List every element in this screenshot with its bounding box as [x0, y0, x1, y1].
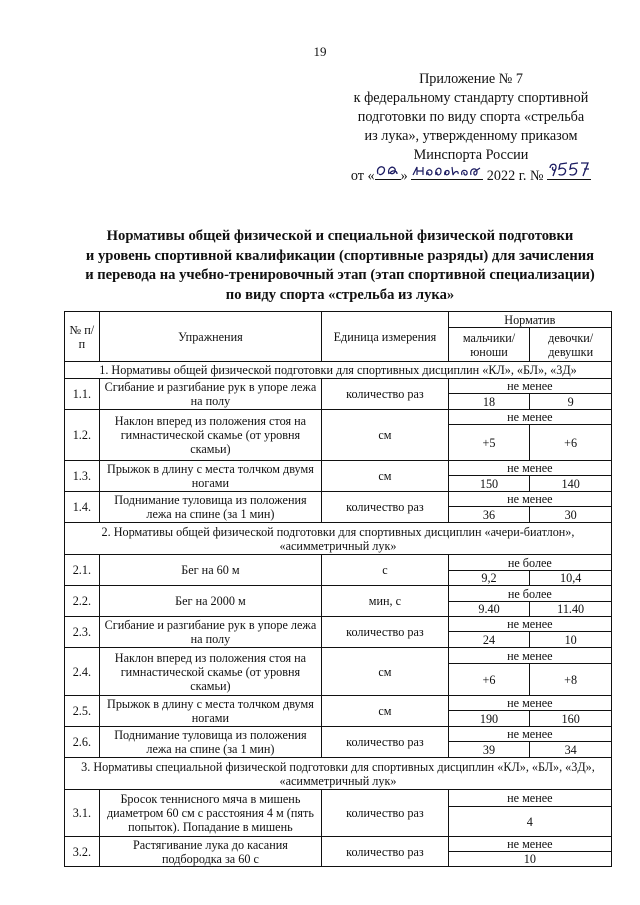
row-unit: с	[322, 555, 449, 586]
row-girls-value: 10	[530, 632, 612, 648]
row-exercise: Сгибание и разгибание рук в упоре лежа на полу	[99, 617, 321, 648]
row-girls-value: +8	[530, 664, 612, 696]
table-row	[65, 617, 612, 632]
row-unit: см	[322, 696, 449, 727]
row-num: 1.3.	[65, 461, 100, 492]
header-norm: Норматив	[448, 312, 611, 328]
row-exercise: Бег на 2000 м	[99, 586, 321, 617]
date-prefix: от «	[350, 168, 375, 184]
row-boys-value: 18	[448, 394, 530, 410]
row-condition: не менее	[448, 648, 611, 664]
table-row	[65, 790, 612, 807]
row-condition: не менее	[448, 461, 611, 476]
row-num: 1.4.	[65, 492, 100, 523]
row-unit: количество раз	[322, 492, 449, 523]
row-girls-value: 160	[530, 711, 612, 727]
row-girls-value: +6	[530, 425, 612, 461]
section-row	[65, 362, 612, 379]
header-row	[65, 312, 612, 328]
row-boys-value: 39	[448, 742, 530, 758]
row-condition: не более	[448, 586, 611, 602]
handwritten-month-ink	[411, 162, 483, 178]
row-exercise: Поднимание туловища из положения лежа на спине (за 1 мин)	[99, 492, 321, 523]
row-num: 3.2.	[65, 837, 100, 867]
header-girls: девочки/ девушки	[530, 328, 612, 362]
handwritten-month	[411, 165, 483, 180]
row-num: 2.4.	[65, 648, 100, 696]
handwritten-day-ink	[375, 162, 401, 178]
table-row	[65, 555, 612, 571]
row-exercise: Поднимание туловища из положения лежа на спине (за 1 мин)	[99, 727, 321, 758]
row-num: 2.6.	[65, 727, 100, 758]
title-line: по виду спорта «стрельба из лука»	[225, 286, 455, 303]
row-unit: см	[322, 410, 449, 461]
table-row	[65, 727, 612, 742]
appendix-line: подготовки по виду спорта «стрельба	[357, 109, 585, 125]
row-boys-value: +5	[448, 425, 530, 461]
appendix-line: из лука», утвержденному приказом	[364, 128, 578, 144]
row-exercise: Растягивание лука до касания подбородка за 60 с	[99, 837, 321, 867]
appendix-line: к федеральному стандарту спортивной	[353, 90, 589, 106]
row-condition: не менее	[448, 617, 611, 632]
date-mid: »	[400, 168, 408, 184]
row-boys-value: 150	[448, 476, 530, 492]
row-unit: количество раз	[322, 727, 449, 758]
handwritten-order-number	[547, 165, 591, 180]
row-boys-value: 24	[448, 632, 530, 648]
row-num: 2.3.	[65, 617, 100, 648]
row-num: 2.5.	[65, 696, 100, 727]
row-exercise: Бег на 60 м	[99, 555, 321, 586]
order-date-line	[326, 165, 616, 186]
row-num: 3.1.	[65, 790, 100, 837]
row-condition: не менее	[448, 727, 611, 742]
header-unit: Единица измерения	[322, 312, 449, 362]
row-num: 1.2.	[65, 410, 100, 461]
appendix-block	[326, 70, 616, 186]
table-row	[65, 379, 612, 394]
row-unit: количество раз	[322, 837, 449, 867]
row-girls-value: 140	[530, 476, 612, 492]
norms-table	[64, 311, 612, 867]
row-unit: количество раз	[322, 790, 449, 837]
row-condition: не менее	[448, 790, 611, 807]
row-exercise: Наклон вперед из положения стоя на гимнастической скамье (от уровня скамьи)	[99, 410, 321, 461]
handwritten-day	[375, 165, 401, 180]
header-num: № п/п	[65, 312, 100, 362]
row-num: 2.2.	[65, 586, 100, 617]
row-condition: не менее	[448, 492, 611, 507]
title-line: Нормативы общей физической и специальной физической подготовки	[106, 228, 574, 244]
row-exercise: Сгибание и разгибание рук в упоре лежа на полу	[99, 379, 321, 410]
row-unit: количество раз	[322, 617, 449, 648]
row-num: 2.1.	[65, 555, 100, 586]
section-title: 3. Нормативы специальной физической подготовки для спортивных дисциплин «КЛ», «БЛ», «3Д», «асимметричный лук»	[65, 758, 612, 790]
row-num: 1.1.	[65, 379, 100, 410]
row-girls-value: 10,4	[530, 571, 612, 586]
row-exercise: Наклон вперед из положения стоя на гимнастической скамье (от уровня скамьи)	[99, 648, 321, 696]
row-condition: не менее	[448, 837, 611, 852]
row-unit: см	[322, 461, 449, 492]
table-row	[65, 696, 612, 711]
table-row	[65, 648, 612, 664]
row-boys-value: 190	[448, 711, 530, 727]
handwritten-order-number-ink	[547, 160, 591, 178]
section-title: 1. Нормативы общей физической подготовки для спортивных дисциплин «КЛ», «БЛ», «3Д»	[65, 362, 612, 379]
row-unit: см	[322, 648, 449, 696]
table-row	[65, 586, 612, 602]
table-row	[65, 461, 612, 476]
row-exercise: Прыжок в длину с места толчком двумя ногами	[99, 461, 321, 492]
row-girls-value: 34	[530, 742, 612, 758]
table-row	[65, 410, 612, 425]
header-boys: мальчики/ юноши	[448, 328, 530, 362]
row-condition: не менее	[448, 696, 611, 711]
section-row	[65, 523, 612, 555]
document-title	[60, 227, 620, 305]
table-row	[65, 492, 612, 507]
title-line: и уровень спортивной квалификации (спортивные разряды) для зачисления	[85, 247, 595, 264]
title-line: и перевода на учебно-тренировочный этап (этап спортивной специализации)	[85, 267, 595, 283]
section-title: 2. Нормативы общей физической подготовки для спортивных дисциплин «ачери-биатлон», «асимметричный лук»	[65, 523, 612, 555]
row-boys-value: 9,2	[448, 571, 530, 586]
table-row	[65, 837, 612, 852]
row-exercise: Бросок теннисного мяча в мишень диаметром 60 см с расстояния 4 м (пять попыток). Попадание в мишень	[99, 790, 321, 837]
row-boys-value: +6	[448, 664, 530, 696]
row-common-value: 4	[448, 807, 611, 837]
row-common-value: 10	[448, 852, 611, 867]
appendix-line: Минспорта России	[413, 147, 529, 163]
row-unit: мин, с	[322, 586, 449, 617]
date-suffix: 2022 г. №	[486, 168, 544, 184]
page-number: 19	[313, 44, 327, 59]
section-row	[65, 758, 612, 790]
row-exercise: Прыжок в длину с места толчком двумя ногами	[99, 696, 321, 727]
row-unit: количество раз	[322, 379, 449, 410]
row-condition: не менее	[448, 379, 611, 394]
row-girls-value: 11.40	[530, 602, 612, 617]
row-girls-value: 9	[530, 394, 612, 410]
row-condition: не более	[448, 555, 611, 571]
row-boys-value: 9.40	[448, 602, 530, 617]
row-girls-value: 30	[530, 507, 612, 523]
header-exercise: Упражнения	[99, 312, 321, 362]
appendix-title: Приложение № 7	[419, 71, 523, 87]
row-condition: не менее	[448, 410, 611, 425]
row-boys-value: 36	[448, 507, 530, 523]
